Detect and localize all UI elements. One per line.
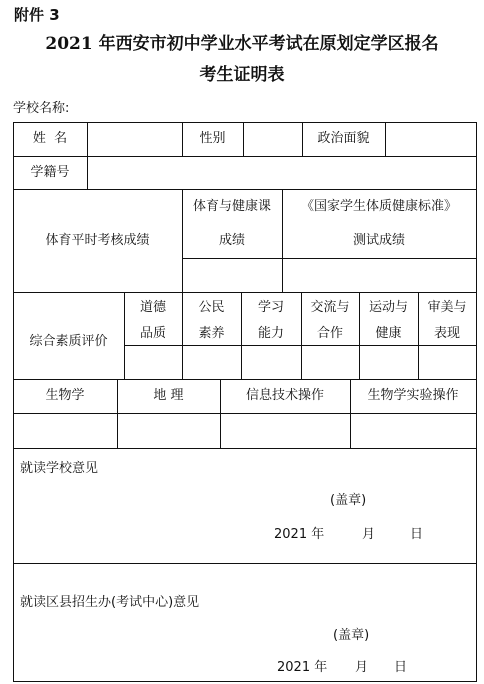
table-rule [13, 448, 477, 449]
attachment-label: 附件 3 [14, 6, 60, 24]
school-date-month: 月 [362, 527, 376, 542]
district-date-day: 日 [394, 660, 408, 675]
table-rule [13, 413, 477, 414]
name-label: 姓 名 [32, 131, 68, 146]
school-name-label: 学校名称: [13, 101, 70, 116]
pe-course-label-line2: 成绩 [218, 233, 245, 248]
table-rule [13, 189, 477, 190]
table-rule [182, 258, 477, 259]
school-date-year: 2021 年 [274, 527, 325, 542]
quality-item-citizenship: 公民 素养 [198, 300, 225, 341]
student-id-label: 学籍号 [30, 165, 70, 180]
quality-item-communication: 交流与 合作 [310, 300, 350, 341]
subject-geography: 地 理 [153, 388, 184, 403]
fitness-standard-label-line1: 《国家学生体质健康标准》 [300, 199, 457, 214]
table-rule [385, 122, 386, 156]
table-rule [13, 122, 477, 123]
district-seal-label: (盖章) [333, 628, 370, 643]
quality-item-aesthetics: 审美与 表现 [427, 300, 467, 341]
subject-biology-lab: 生物学实验操作 [367, 388, 459, 403]
table-rule [13, 563, 477, 564]
school-seal-label: (盖章) [330, 493, 367, 508]
document-subtitle: 考生证明表 [199, 65, 285, 85]
fitness-standard-label-line2: 测试成绩 [352, 233, 405, 248]
subject-biology: 生物学 [45, 388, 85, 403]
table-rule [13, 681, 477, 682]
political-status-label: 政治面貌 [317, 131, 370, 146]
table-rule [13, 379, 477, 380]
table-rule [243, 122, 244, 156]
district-opinion-label: 就读区县招生办(考试中心)意见 [20, 595, 200, 610]
pe-course-label-line1: 体育与健康课 [192, 199, 271, 214]
table-rule [13, 156, 477, 157]
subject-it-operation: 信息技术操作 [245, 388, 324, 403]
gender-label: 性别 [199, 131, 226, 146]
quality-item-sports: 运动与 健康 [368, 300, 408, 341]
pe-score-label: 体育平时考核成绩 [45, 233, 150, 248]
district-date-month: 月 [355, 660, 369, 675]
document-title: 2021 年西安市初中学业水平考试在原划定学区报名 [45, 34, 439, 54]
quality-item-learning: 学习 能力 [257, 300, 284, 341]
table-rule [476, 122, 477, 682]
table-rule [13, 292, 477, 293]
quality-evaluation-label: 综合素质评价 [29, 334, 108, 349]
table-rule [87, 122, 88, 189]
district-date-year: 2021 年 [277, 660, 328, 675]
school-opinion-label: 就读学校意见 [20, 461, 99, 476]
quality-item-morality: 道德 品质 [139, 300, 166, 341]
school-date-day: 日 [410, 527, 424, 542]
